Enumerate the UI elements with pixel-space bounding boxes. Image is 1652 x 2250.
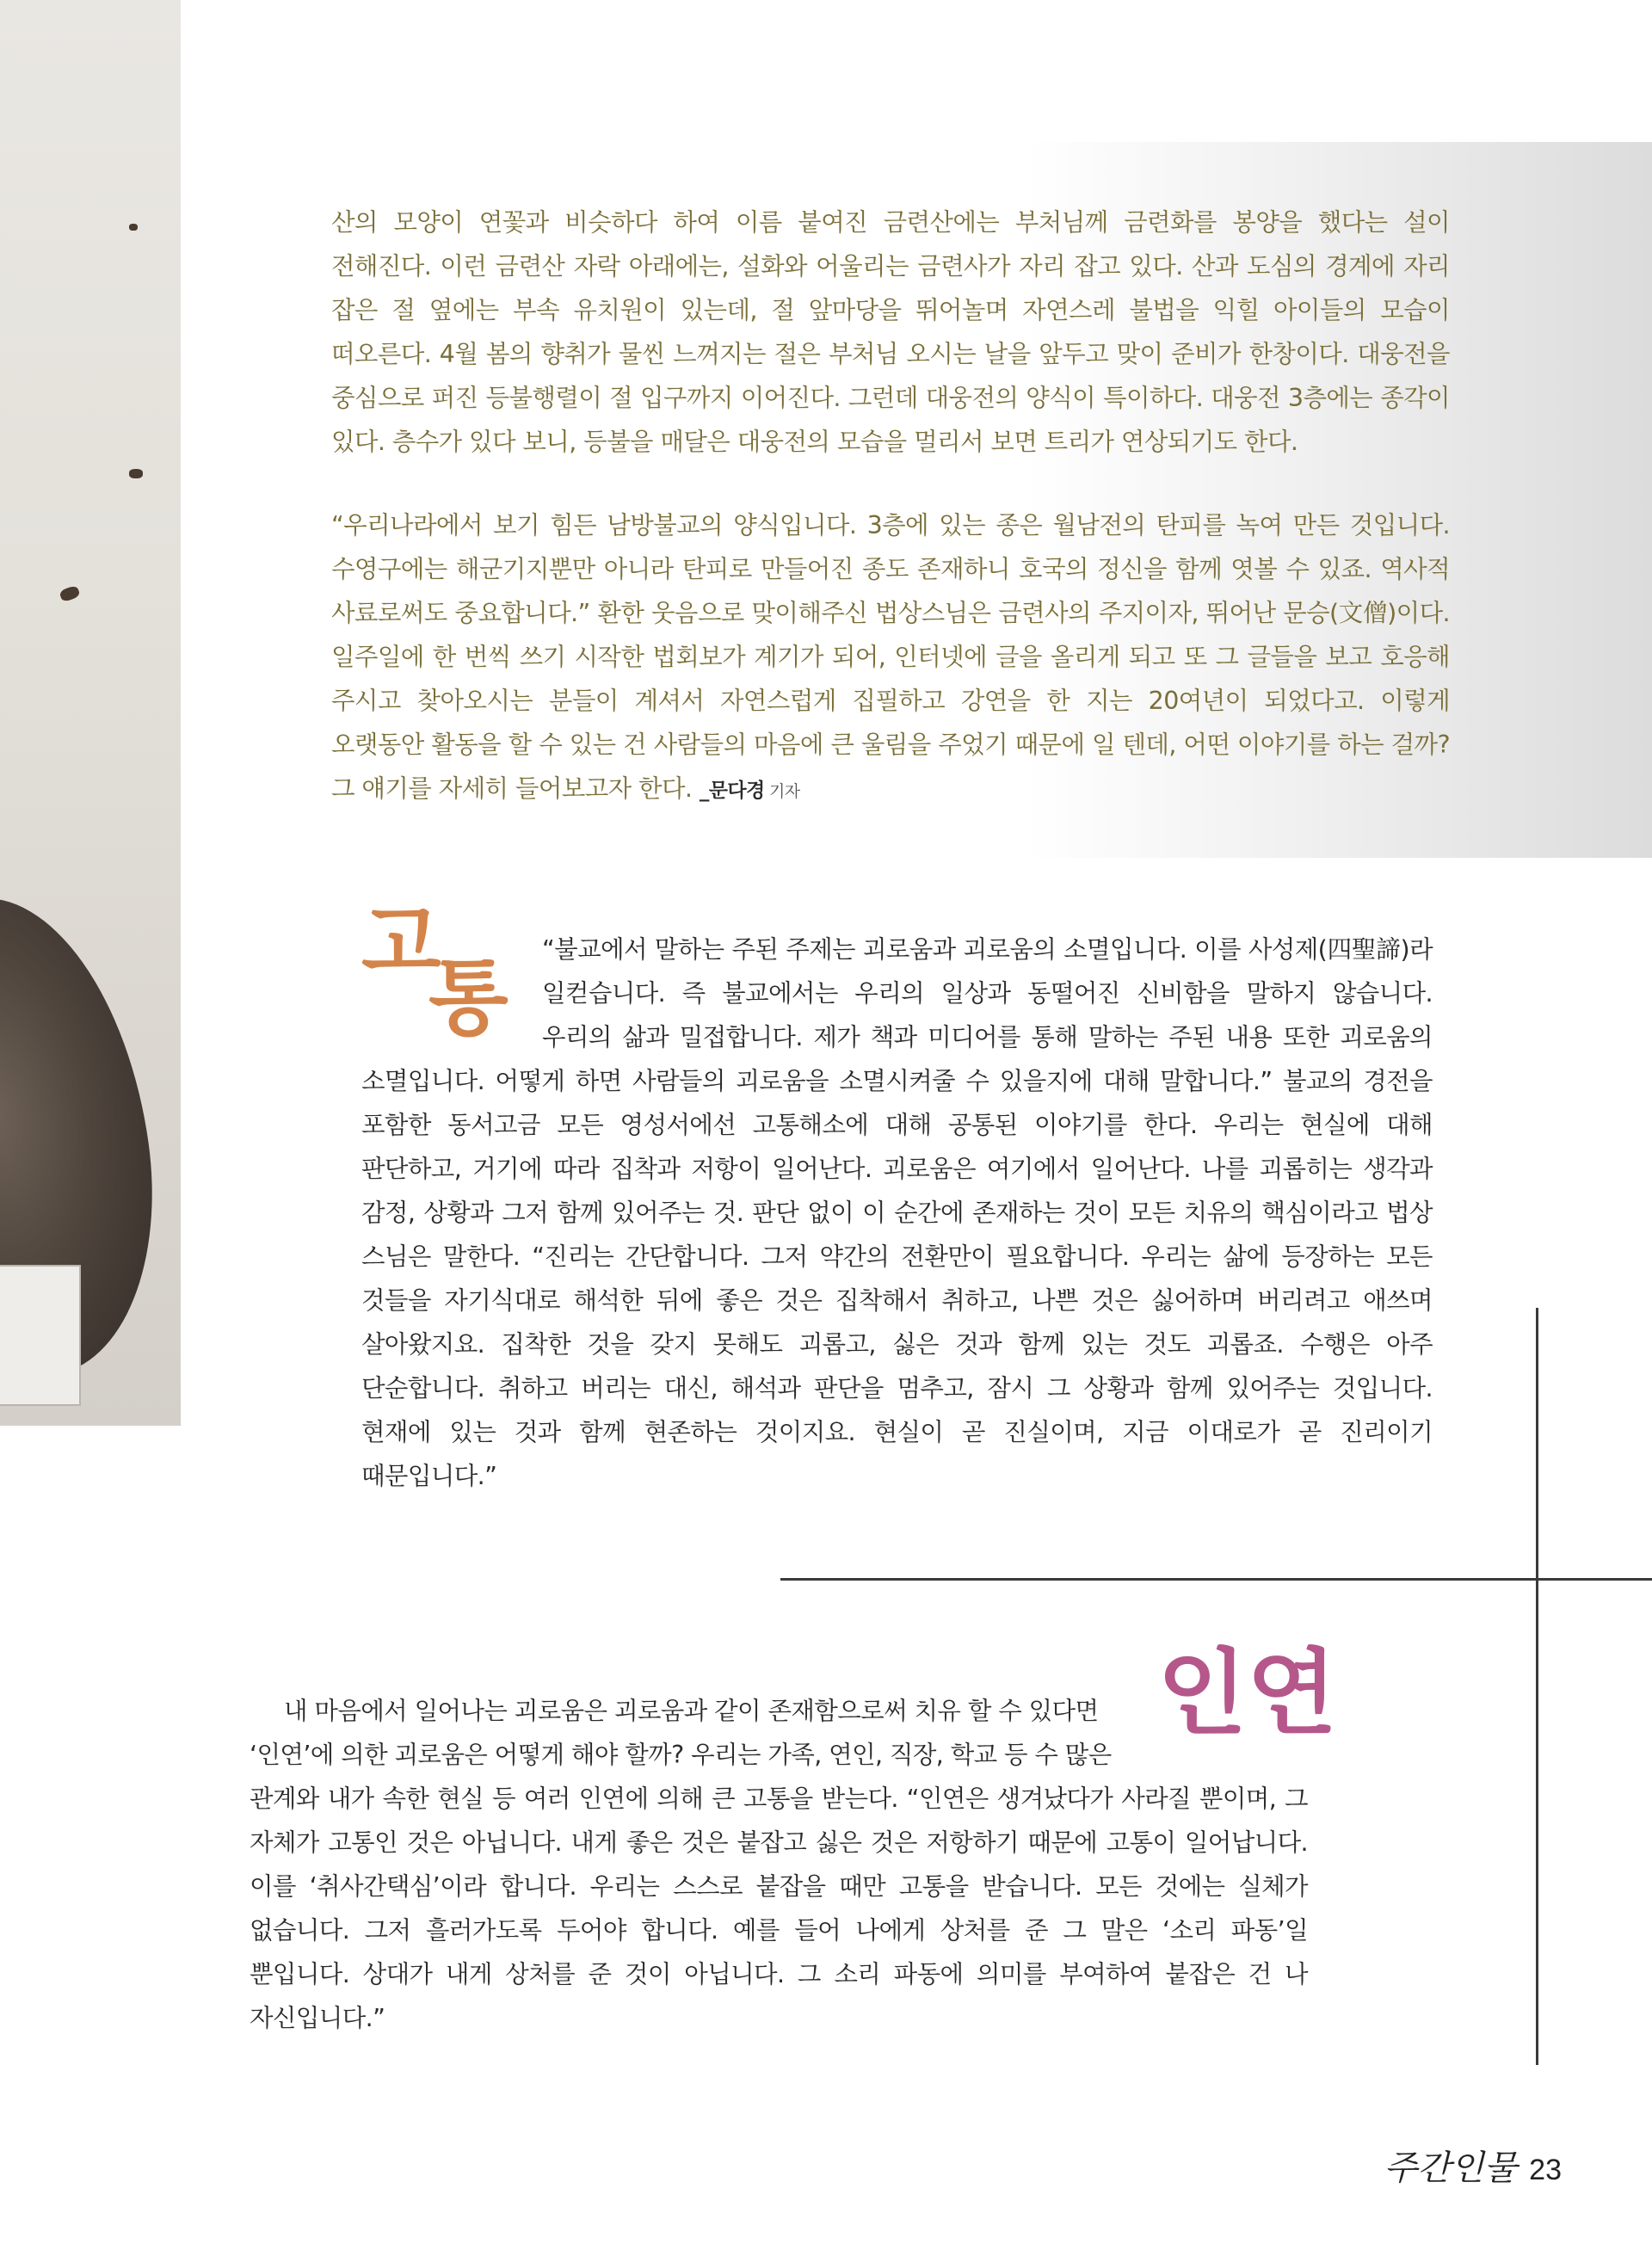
side-photo [0,0,181,1426]
byline-prefix: _ [699,780,709,802]
inyeon-lead-2: ‘인연’에 의한 괴로움은 어떻게 해야 할까? 우리는 가족, 연인, 직장, 학교 등 수 많은 [250,1741,1112,1769]
photo-frame [0,1265,81,1406]
vertical-rule [1536,1308,1538,2065]
intro-paragraph-2-text: “우리나라에서 보기 힘든 남방불교의 양식입니다. 3층에 있는 종은 월남전의 탄피를 녹여 만든 것입니다. 수영구에는 해군기지뿐만 아니라 탄피로 만들어진 종도 존재하니 호국의 정신을 함께 엿볼 수 있죠. 역사적 사료로써도 중요합니다.” 환한 웃음으로 맞이해주신 법상스님은 금련사의 주지이자, 뛰어난 문승(文僧)이다. 일주일에 한 번씩 쓰기 시작한 법회보가 계기가 되어, 인터넷에 글을 올리게 되고 또 그 글들을 보고 호응해 주시고 찾아오시는 분들이 계셔서 자연스럽게 집필하고 강연을 한 지는 20여년이 되었다고. 이렇게 오랫동안 활동을 할 수 있는 건 사람들의 마음에 큰 울림을 주었기 때문에 일 텐데, 어떤 이야기를 하는 걸까? 그 얘기를 자세히 들어보고자 한다. [331,511,1450,803]
gotong-body [361,928,1433,1498]
section-heading-gotong-2: 통 [428,949,509,1046]
section-heading-gotong-1: 고 [361,894,441,991]
photo-speck [129,469,143,478]
photo-speck [59,585,80,603]
inyeon-lead-1: 내 마음에서 일어나는 괴로움은 괴로움과 같이 존재함으로써 치유 할 수 있다면 [284,1697,1099,1725]
inyeon-lead [250,1689,1308,1777]
magazine-logo: 주간인물 [1384,2148,1518,2188]
intro-paragraph-1: 산의 모양이 연꽃과 비슷하다 하여 이름 붙여진 금련산에는 부처님께 금련화를 봉양을 했다는 설이 전해진다. 이런 금련산 자락 아래에는, 설화와 어울리는 금련사가 자리 잡고 있다. 산과 도심의 경계에 자리 잡은 절 옆에는 부속 유치원이 있는데, 절 앞마당을 뛰어놀며 자연스레 불법을 익힐 아이들의 모습이 떠오른다. 4월 봄의 향취가 물씬 느껴지는 절은 부처님 오시는 날을 앞두고 맞이 준비가 한창이다. 대웅전을 중심으로 퍼진 등불행렬이 절 입구까지 이어진다. 그런데 대웅전의 양식이 특이하다. 대웅전 3층에는 종각이 있다. 층수가 있다 보니, 등불을 매달은 대웅전의 모습을 멀리서 보면 트리가 연상되기도 한다. [331,208,1450,456]
page-number: 23 [1529,2154,1562,2186]
gotong-body-text: “불교에서 말하는 주된 주제는 괴로움과 괴로움의 소멸입니다. 이를 사성제(四聖諦)라 일컫습니다. 즉 불교에서는 우리의 일상과 동떨어진 신비함을 말하지 않습니다. 우리의 삶과 밀접합니다. 제가 책과 미디어를 통해 말하는 주된 내용 또한 괴로움의 소멸입니다. 어떻게 하면 사람들의 괴로움을 소멸시켜줄 수 있을지에 대해 말합니다.” 불교의 경전을 포함한 동서고금 모든 영성서에선 고통해소에 대해 공통된 이야기를 한다. 우리는 현실에 대해 판단하고, 거기에 따라 집착과 저항이 일어난다. 괴로움은 여기에서 일어난다. 나를 괴롭히는 생각과 감정, 상황과 그저 함께 있어주는 것. 판단 없이 이 순간에 존재하는 것이 모든 치유의 핵심이라고 법상 스님은 말한다. “진리는 간단합니다. 그저 약간의 전환만이 필요합니다. 우리는 삶에 등장하는 모든 것들을 자기식대로 해석한 뒤에 좋은 것은 집착해서 취하고, 나쁜 것은 싫어하며 버리려고 애쓰며 살아왔지요. 집착한 것을 갖지 못해도 괴롭고, 싫은 것과 함께 있는 것도 괴롭죠. 수행은 아주 단순합니다. 취하고 버리는 대신, 해석과 판단을 멈추고, 잠시 그 상황과 함께 있어주는 것입니다. 현재에 있는 것과 함께 현존하는 것이지요. 현실이 곧 진실이며, 지금 이대로가 곧 진리이기 때문입니다.” [361,935,1433,1490]
byline-name: 문다경 [708,780,765,802]
byline-role: 기자 [764,782,800,801]
intro-paragraph-2 [331,503,1450,814]
heading-float-space [361,928,542,1057]
photo-speck [129,224,138,231]
page-footer [1384,2141,1562,2190]
inyeon-body: 관계와 내가 속한 현실 등 여러 인연에 의해 큰 고통을 받는다. “인연은 생겨났다가 사라질 뿐이며, 그 자체가 고통인 것은 아닙니다. 내게 좋은 것은 붙잡고 싫은 것은 저항하기 때문에 고통이 일어납니다. 이를 ‘취사간택심’이라 합니다. 우리는 스스로 붙잡을 때만 고통을 받습니다. 모든 것에는 실체가 없습니다. 그저 흘러가도록 두어야 합니다. 예를 들어 나에게 상처를 준 그 말은 ‘소리 파동’일 뿐입니다. 상대가 내게 상처를 준 것이 아닙니다. 그 소리 파동에 의미를 부여하여 붙잡은 건 나 자신입니다.” [250,1785,1308,2032]
section-heading-inyeon: 인연 [1157,1640,1337,1748]
horizontal-rule [780,1578,1652,1581]
